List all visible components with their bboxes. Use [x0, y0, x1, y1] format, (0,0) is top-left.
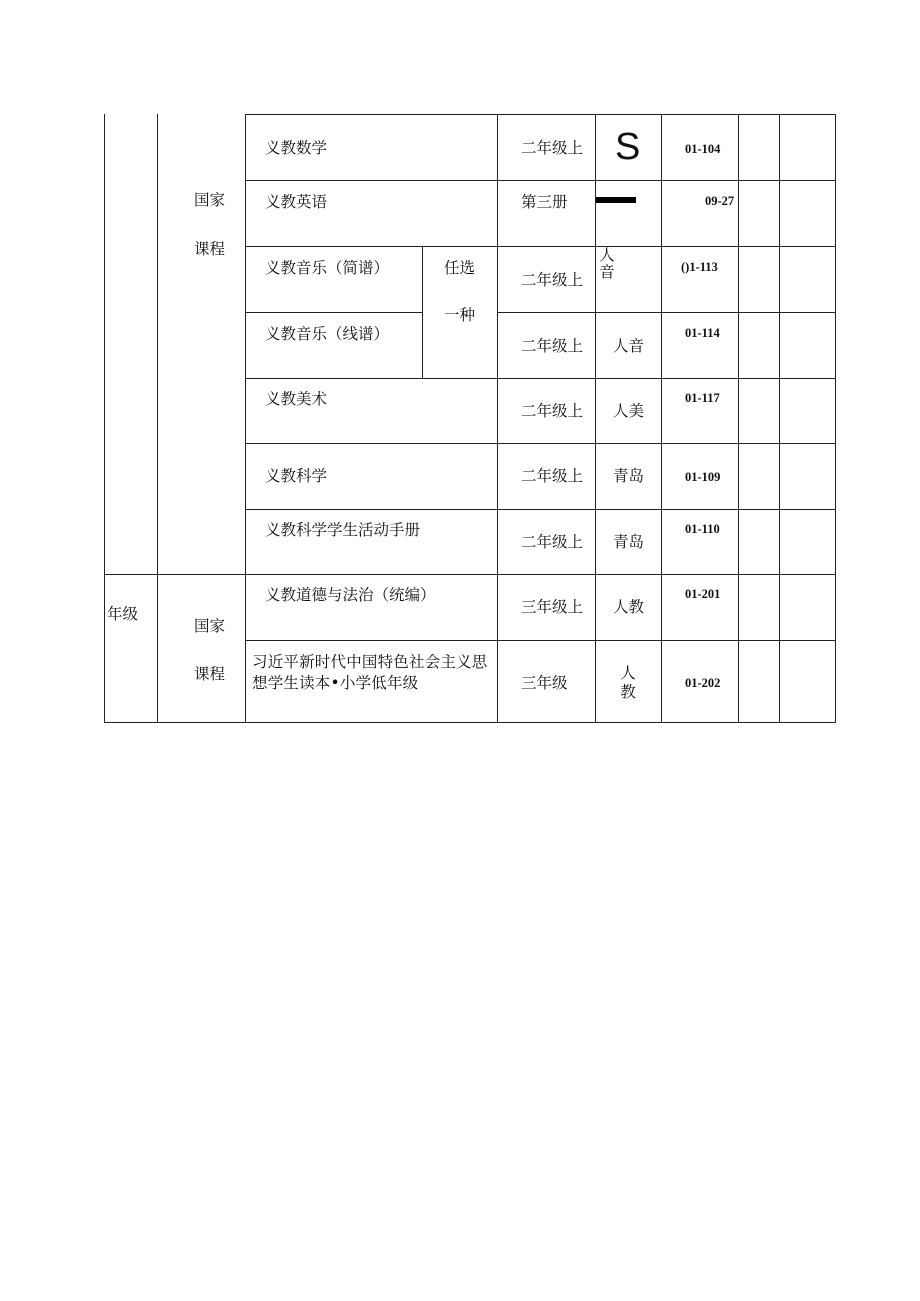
grade-art: 二年级上 [521, 402, 584, 420]
subject-science: 义教科学 [265, 467, 328, 485]
subject-english: 义教英语 [265, 193, 328, 211]
subject-math: 义教数学 [265, 139, 328, 157]
category-label-national-2: 国家 [194, 617, 226, 635]
grade-music-jianpu: 二年级上 [521, 271, 584, 289]
code-music-jianpu: ()1-113 [681, 260, 718, 274]
choice-note-line1: 任选 [444, 259, 476, 277]
subject-music-jianpu: 义教音乐（简谱） [265, 259, 390, 277]
publisher-morality-law: 人教 [613, 598, 645, 616]
category-label-course: 课程 [194, 240, 226, 258]
code-music-xianpu: 01-114 [685, 326, 720, 340]
publisher-logo-bar [596, 197, 636, 203]
subject-art: 义教美术 [265, 390, 328, 408]
grade-morality-law: 三年级上 [521, 598, 584, 616]
choice-note-line2: 一种 [444, 306, 476, 324]
code-science-handbook: 01-110 [685, 522, 720, 536]
publisher-music-jianpu: 人音 [599, 246, 615, 281]
publisher-logo-s: S [615, 126, 641, 168]
subject-morality-law: 义教道德与法治（统编） [265, 586, 436, 604]
subject-music-xianpu: 义教音乐（线谱） [265, 325, 390, 343]
publisher-student-reader: 人教 [620, 664, 636, 701]
code-science: 01-109 [685, 470, 721, 484]
publisher-science: 青岛 [613, 467, 645, 485]
grade-student-reader: 三年级 [521, 674, 568, 692]
grade-english: 第三册 [521, 193, 568, 211]
grade-science: 二年级上 [521, 467, 584, 485]
code-student-reader: 01-202 [685, 676, 721, 690]
code-math: 01-104 [685, 142, 721, 156]
grade-music-xianpu: 二年级上 [521, 337, 584, 355]
category-label-course-2: 课程 [194, 665, 226, 683]
grade-science-handbook: 二年级上 [521, 533, 584, 551]
category-label-national: 国家 [194, 191, 226, 209]
code-english: 09-27 [705, 194, 735, 208]
publisher-art: 人美 [613, 402, 645, 420]
grade-math: 二年级上 [521, 139, 584, 157]
code-morality-law: 01-201 [685, 587, 721, 601]
publisher-science-handbook: 青岛 [613, 533, 645, 551]
grade-group-label: 年级 [107, 605, 139, 623]
subject-science-handbook: 义教科学学生活动手册 [265, 521, 421, 539]
subject-student-reader: 习近平新时代中国特色社会主义思想学生读本•小学低年级 [252, 653, 488, 692]
code-art: 01-117 [685, 391, 720, 405]
publisher-music-xianpu: 人音 [613, 337, 645, 355]
